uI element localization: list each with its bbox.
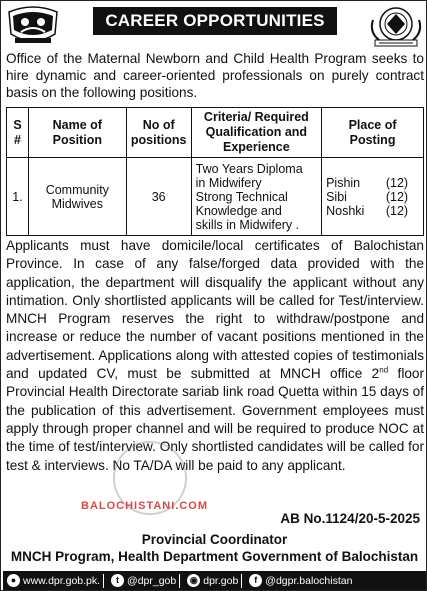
column-header-name: Name of Position xyxy=(28,108,126,158)
place-name: Sibi xyxy=(326,189,347,204)
signatory-department: MNCH Program, Health Department Government of Balochistan xyxy=(10,549,419,564)
place-item xyxy=(326,190,408,204)
cell-place-of-posting xyxy=(322,158,424,236)
footer-facebook-text: @dgpr.balochistan xyxy=(265,574,353,587)
table-header-row xyxy=(7,108,424,158)
place-item xyxy=(326,204,408,218)
page-title: CAREER OPPORTUNITIES xyxy=(93,7,337,35)
place-count: (12) xyxy=(385,189,409,204)
column-header-criteria: Criteria/ Required Qualification and Experience xyxy=(191,108,321,158)
criteria-line: Strong Technical xyxy=(195,189,288,204)
footer-bar xyxy=(3,571,426,590)
header xyxy=(1,1,427,51)
cell-serial: 1. xyxy=(7,158,29,236)
criteria-line: Two Years Diploma xyxy=(195,161,303,176)
footer-twitter[interactable] xyxy=(107,571,176,590)
terms-text-part-1: Applicants must have domicile/local certificates of Balochistan Province. In case of any false/forged data provided with the application, the department will disqualify the applicant without any intimation. Only shortlisted applicants will be called for Test/interview. MNCH Program reserves the right to withdraw/postpone and increase or reduce the number of vacant positions mentioned in the advertisement. Applications along with attested copies of testimonials and updated CV, must be submitted at MNCH office 2 xyxy=(6,238,424,382)
footer-divider xyxy=(179,574,180,588)
place-count: (12) xyxy=(385,175,409,190)
cell-position-name: Community Midwives xyxy=(28,158,126,236)
footer-website[interactable] xyxy=(3,571,100,590)
footer-instagram[interactable] xyxy=(183,571,238,590)
watermark-text: BALOCHISTANI.COM xyxy=(81,500,209,512)
footer-divider xyxy=(241,574,242,588)
signatory-title: Provincial Coordinator xyxy=(141,532,288,547)
reference-number: AB No.1124/20-5-2025 xyxy=(280,511,420,526)
terms-text-part-2: floor Provincial Health Directorate sariab link road Quetta within 15 days of the publication of this advertisement. Government employees must apply through proper channel and will be required to produce NOC at the time of test/interview. Only shortlisted candidates will be called for test & interviews. No TA/DA will be paid to any applicant. xyxy=(6,366,424,473)
footer-website-text: www.dpr.gob.pk. xyxy=(23,574,101,587)
globe-icon: ● xyxy=(7,574,20,587)
column-header-count: No of positions xyxy=(126,108,191,158)
place-count: (12) xyxy=(385,203,409,218)
cell-criteria xyxy=(191,158,321,236)
terms-paragraph xyxy=(6,237,424,475)
intro-paragraph: Office of the Maternal Newborn and Child Health Program seeks to hire dynamic and career-oriented professionals on purely contract basis on the following positions. xyxy=(6,51,424,100)
criteria-line: Knowledge and xyxy=(195,203,282,218)
positions-table xyxy=(6,107,424,236)
footer-facebook[interactable] xyxy=(245,571,352,590)
twitter-icon: t xyxy=(111,574,124,587)
column-header-serial: S # xyxy=(7,108,29,158)
place-item xyxy=(326,176,408,190)
table-row xyxy=(7,158,424,236)
footer-instagram-text: dpr.gob xyxy=(203,574,239,587)
footer-twitter-text: @dpr_gob xyxy=(127,574,177,587)
facebook-icon: f xyxy=(249,574,262,587)
cell-position-count: 36 xyxy=(126,158,191,236)
criteria-line: in Midwifery xyxy=(195,175,262,190)
government-of-balochistan-emblem xyxy=(367,4,425,48)
nhsp-logo xyxy=(5,4,61,48)
footer-divider xyxy=(103,574,104,588)
criteria-line: skills in Midwifery . xyxy=(195,217,300,232)
place-name: Pishin xyxy=(326,175,361,190)
instagram-icon: ◉ xyxy=(187,574,200,587)
terms-superscript: nd xyxy=(379,365,389,375)
place-name: Noshki xyxy=(326,203,365,218)
column-header-place: Place of Posting xyxy=(322,108,424,158)
